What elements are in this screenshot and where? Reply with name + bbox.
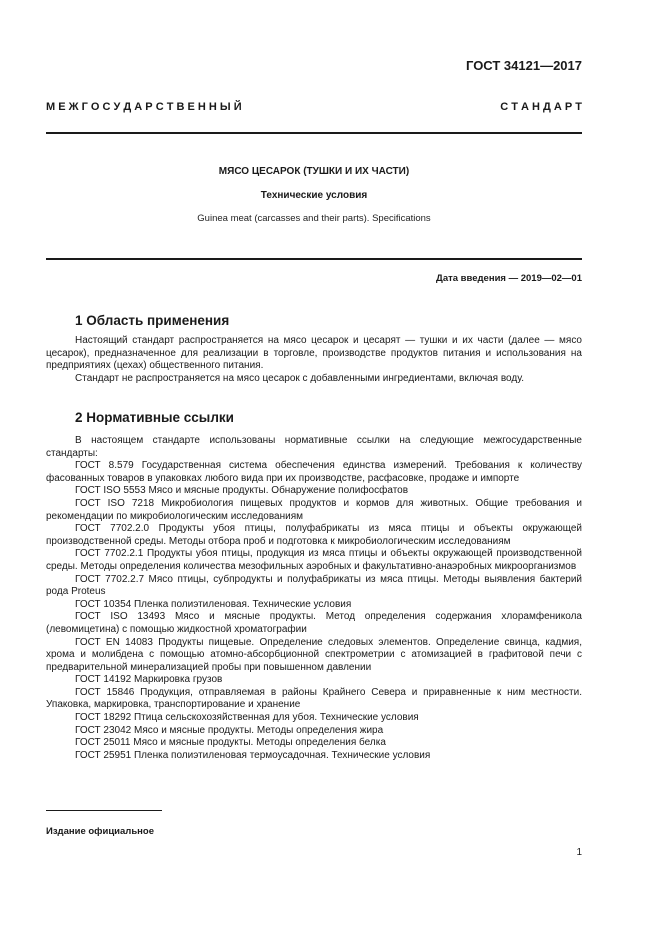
document-code: ГОСТ 34121—2017 <box>466 58 582 73</box>
reference-item: ГОСТ 23042 Мясо и мясные продукты. Методы определения жира <box>75 724 384 736</box>
top-rule <box>46 132 582 134</box>
paragraph: Настоящий стандарт распространяется на мясо цесарок и цесарят — тушки и их части (далее — мясо цесарок), предназначенное для реализации в торговле, производстве продуктов питания и использования на предприятиях (цехах) общественного питания. <box>46 335 582 372</box>
document-title: МЯСО ЦЕСАРОК (ТУШКИ И ИХ ЧАСТИ) <box>218 166 410 177</box>
paragraph: В настоящем стандарте использованы нормативные ссылки на следующие межгосударственные стандарты: <box>46 435 582 459</box>
reference-item: ГОСТ ISO 13493 Мясо и мясные продукты. Метод определения содержания хлорамфеникола (левомицетина) с помощью жидкостной хроматографии <box>46 611 582 635</box>
title-rule <box>46 258 582 260</box>
reference-item: ГОСТ ISO 5553 Мясо и мясные продукты. Обнаружение полифосфатов <box>75 485 409 497</box>
document-subtitle: Технические условия <box>260 190 368 201</box>
section-1-heading: 1 Область применения <box>75 313 230 328</box>
edition-note: Издание официальное <box>46 826 154 837</box>
reference-item: ГОСТ 8.579 Государственная система обеспечения единства измерений. Требования к количеству фасованных товаров в упаковках любого вида при их производстве, расфасовке, продаже и импорте <box>46 460 582 484</box>
reference-item: ГОСТ 7702.2.7 Мясо птицы, субпродукты и полуфабрикаты из мяса птицы. Методы выявления бактерий рода Proteus <box>46 573 582 598</box>
reference-item: ГОСТ 25011 Мясо и мясные продукты. Методы определения белка <box>75 737 386 749</box>
reference-item: ГОСТ 25951 Пленка полиэтиленовая термоусадочная. Технические условия <box>75 749 431 761</box>
reference-item: ГОСТ EN 14083 Продукты пищевые. Определение следовых элементов. Определение свинца, кадмия, хрома и молибдена с помощью атомно-абсорбционной спектрометрии с атомизацией в графитовой печи с предварительной минерализацией пробы при повышенном давлении <box>46 636 582 673</box>
reference-item: ГОСТ 10354 Пленка полиэтиленовая. Технические условия <box>75 598 352 610</box>
reference-item: ГОСТ ISO 7218 Микробиология пищевых продуктов и кормов для животных. Общие требования и рекомендации по микробиологическим исследованиям <box>46 497 582 522</box>
banner-left: М Е Ж Г О С У Д А Р С Т В Е Н Н Ы Й <box>46 101 242 113</box>
section-1-body <box>46 335 582 385</box>
standard-banner <box>46 101 582 113</box>
section-2-heading: 2 Нормативные ссылки <box>75 410 234 425</box>
introduction-date: Дата введения — 2019—02—01 <box>436 273 582 284</box>
paragraph: Стандарт не распространяется на мясо цесарок с добавленными ингредиентами, включая воду. <box>75 372 524 384</box>
english-title: Guinea meat (carcasses and their parts). Specifications <box>197 213 431 224</box>
footer-rule <box>46 810 162 811</box>
banner-right: С Т А Н Д А Р Т <box>500 101 582 113</box>
reference-item: ГОСТ 7702.2.0 Продукты убоя птицы, полуфабрикаты из мяса птицы и объекты окружающей производственной среды. Методы отбора проб и подготовка к микробиологическим исследованиям <box>46 523 582 547</box>
reference-item: ГОСТ 15846 Продукция, отправляемая в районы Крайнего Севера и приравненные к ним местности. Упаковка, маркировка, транспортирование и хранение <box>46 686 582 711</box>
reference-item: ГОСТ 18292 Птица сельскохозяйственная для убоя. Технические условия <box>75 712 419 724</box>
section-2-body <box>46 435 582 762</box>
reference-item: ГОСТ 7702.2.1 Продукты убоя птицы, продукция из мяса птицы и объекты окружающей производственной среды. Методы определения количества мезофильных аэробных и факультативно-анаэробных микроорганизмов <box>46 548 582 572</box>
reference-item: ГОСТ 14192 Маркировка грузов <box>75 674 223 686</box>
page-number: 1 <box>576 847 582 858</box>
